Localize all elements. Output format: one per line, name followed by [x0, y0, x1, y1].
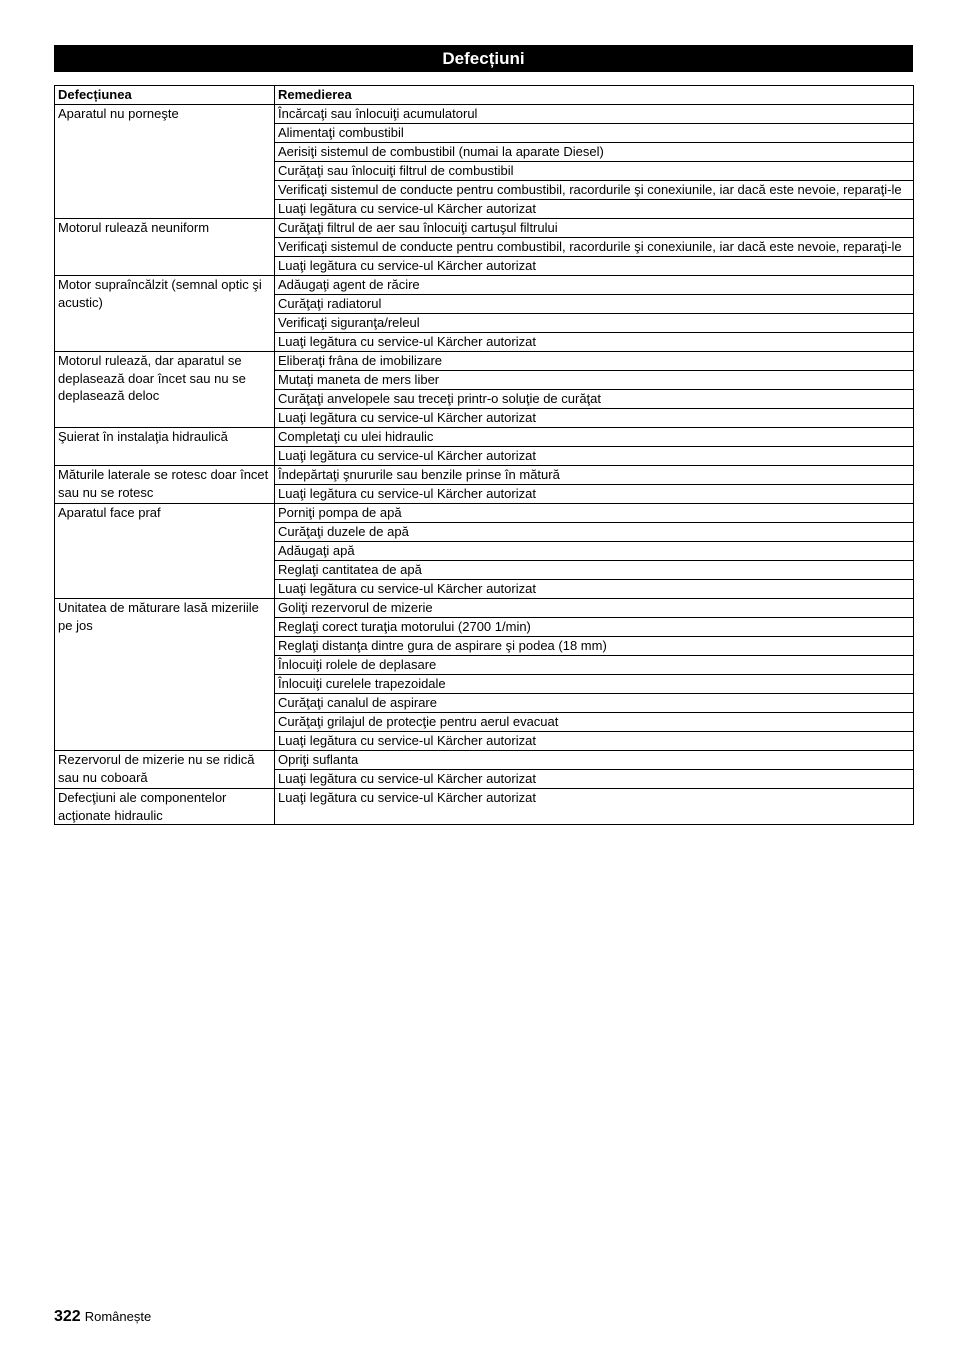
- remedy-cell: Verificaţi sistemul de conducte pentru combustibil, racordurile şi conexiunile, iar dacă este nevoie, reparaţi-le: [275, 181, 914, 200]
- remedy-cell: Adăugaţi agent de răcire: [275, 276, 914, 295]
- remedy-cell: Luaţi legătura cu service-ul Kärcher autorizat: [275, 580, 914, 599]
- remedy-cell: Luaţi legătura cu service-ul Kärcher autorizat: [275, 732, 914, 751]
- remedy-cell: Reglaţi corect turaţia motorului (2700 1/min): [275, 618, 914, 637]
- remedy-cell: Luaţi legătura cu service-ul Kärcher autorizat: [275, 409, 914, 428]
- remedy-cell: Curăţaţi duzele de apă: [275, 523, 914, 542]
- table-body: [55, 105, 914, 825]
- remedy-cell: Reglaţi cantitatea de apă: [275, 561, 914, 580]
- remedy-cell: Curăţaţi grilajul de protecţie pentru aerul evacuat: [275, 713, 914, 732]
- remedy-cell: Luaţi legătura cu service-ul Kärcher autorizat: [275, 447, 914, 466]
- fault-cell: Şuierat în instalaţia hidraulică: [55, 428, 275, 466]
- table-row: [55, 504, 914, 523]
- page-title: [54, 45, 913, 72]
- remedy-cell: Îndepărtaţi şnururile sau benzile prinse în mătură: [275, 466, 914, 485]
- remedy-cell: Goliţi rezervorul de mizerie: [275, 599, 914, 618]
- remedy-cell: Încărcaţi sau înlocuiţi acumulatorul: [275, 105, 914, 124]
- remedy-cell: Eliberaţi frâna de imobilizare: [275, 352, 914, 371]
- table-row: [55, 276, 914, 295]
- remedy-cell: Verificaţi siguranţa/releul: [275, 314, 914, 333]
- header-fault: Defecțiunea: [55, 86, 275, 105]
- table-row: [55, 352, 914, 371]
- fault-cell: Motorul rulează neuniform: [55, 219, 275, 276]
- fault-cell: Rezervorul de mizerie nu se ridică sau nu coboară: [55, 751, 275, 789]
- table-row: [55, 599, 914, 618]
- page-number: 322: [54, 1308, 81, 1325]
- remedy-cell: Înlocuiţi curelele trapezoidale: [275, 675, 914, 694]
- fault-cell: Defecţiuni ale componentelor acţionate hidraulic: [55, 789, 275, 825]
- remedy-cell: Mutaţi maneta de mers liber: [275, 371, 914, 390]
- remedy-cell: Porniţi pompa de apă: [275, 504, 914, 523]
- table-row: [55, 789, 914, 825]
- troubleshooting-table: [54, 85, 914, 825]
- remedy-cell: Curăţaţi anvelopele sau treceţi printr-o soluţie de curăţat: [275, 390, 914, 409]
- fault-cell: Motor supraîncălzit (semnal optic şi acustic): [55, 276, 275, 352]
- table-row: [55, 105, 914, 124]
- fault-cell: Măturile laterale se rotesc doar încet sau nu se rotesc: [55, 466, 275, 504]
- remedy-cell: Luaţi legătura cu service-ul Kärcher autorizat: [275, 485, 914, 504]
- page-footer: [54, 1308, 151, 1326]
- remedy-cell: Curăţaţi canalul de aspirare: [275, 694, 914, 713]
- table-row: [55, 751, 914, 770]
- remedy-cell: Luaţi legătura cu service-ul Kärcher autorizat: [275, 200, 914, 219]
- remedy-cell: Completaţi cu ulei hidraulic: [275, 428, 914, 447]
- table-header-row: [55, 86, 914, 105]
- header-remedy: Remedierea: [275, 86, 914, 105]
- page-language: Românește: [84, 1309, 152, 1324]
- remedy-cell: Curăţaţi sau înlocuiţi filtrul de combustibil: [275, 162, 914, 181]
- page-title-text: Defecțiuni: [442, 48, 525, 68]
- remedy-cell: Alimentaţi combustibil: [275, 124, 914, 143]
- fault-cell: Aparatul nu porneşte: [55, 105, 275, 219]
- remedy-cell: Curăţaţi filtrul de aer sau înlocuiţi cartuşul filtrului: [275, 219, 914, 238]
- remedy-cell: Aerisiţi sistemul de combustibil (numai la aparate Diesel): [275, 143, 914, 162]
- remedy-cell: Luaţi legătura cu service-ul Kärcher autorizat: [275, 257, 914, 276]
- fault-cell: Unitatea de măturare lasă mizeriile pe jos: [55, 599, 275, 751]
- table-row: [55, 219, 914, 238]
- remedy-cell: Reglaţi distanţa dintre gura de aspirare şi podea (18 mm): [275, 637, 914, 656]
- fault-cell: Motorul rulează, dar aparatul se deplasează doar încet sau nu se deplasează deloc: [55, 352, 275, 428]
- remedy-cell: Opriţi suflanta: [275, 751, 914, 770]
- remedy-cell: Înlocuiţi rolele de deplasare: [275, 656, 914, 675]
- fault-cell: Aparatul face praf: [55, 504, 275, 599]
- remedy-cell: Luaţi legătura cu service-ul Kärcher autorizat: [275, 333, 914, 352]
- table-row: [55, 428, 914, 447]
- remedy-cell: Curăţaţi radiatorul: [275, 295, 914, 314]
- table-row: [55, 466, 914, 485]
- remedy-cell: Luaţi legătura cu service-ul Kärcher autorizat: [275, 789, 914, 825]
- remedy-cell: Adăugaţi apă: [275, 542, 914, 561]
- remedy-cell: Luaţi legătura cu service-ul Kärcher autorizat: [275, 770, 914, 789]
- remedy-cell: Verificaţi sistemul de conducte pentru combustibil, racordurile şi conexiunile, iar dacă este nevoie, reparaţi-le: [275, 238, 914, 257]
